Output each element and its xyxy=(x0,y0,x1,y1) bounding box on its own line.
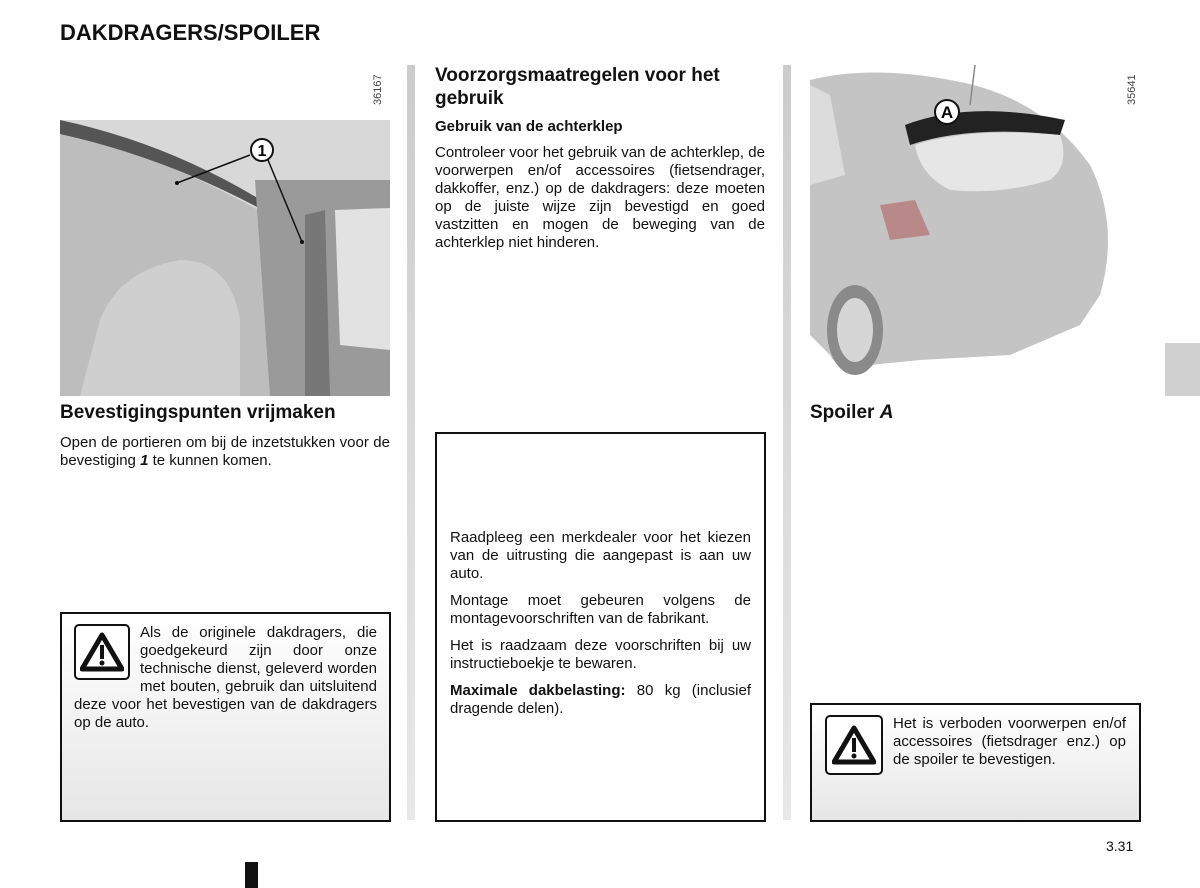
image-code: 35641 xyxy=(1126,74,1138,105)
warning-icon xyxy=(825,715,883,775)
note-text: Montage moet gebeuren volgens de montagevoorschriften van de fabrikant. xyxy=(450,592,751,627)
body-text: Controleer voor het gebruik van de achterklep, de voorwerpen en/of accessoires (fietsendrager, dakkoffer, enz.) op de dakdragers: deze moeten op de juiste wijze zijn bevestigd en goed vastzitten en mogen de beweging van de achterklep niet hinderen. xyxy=(435,144,765,251)
note-box xyxy=(435,432,766,822)
roof-rail-illustration xyxy=(60,120,390,396)
note-text: Raadpleeg een merkdealer voor het kiezen van de uitrusting die aangepast is aan uw auto. xyxy=(450,529,751,582)
image-code: 36167 xyxy=(372,74,384,105)
callout-1: 1 xyxy=(257,143,267,160)
warning-box xyxy=(810,703,1141,822)
warning-text: Het is verboden voorwerpen en/of accessoires (fietsdrager enz.) op de spoiler te bevestigen. xyxy=(893,715,1126,768)
note-text: Het is raadzaam deze voorschriften bij uw instructieboekje te bewaren. xyxy=(450,637,751,672)
warning-box xyxy=(60,612,391,822)
chapter-tab xyxy=(1165,343,1200,396)
page-title: DAKDRAGERS/SPOILER xyxy=(60,20,321,45)
column-divider xyxy=(783,65,791,820)
subheading: Gebruik van de achterklep xyxy=(435,118,623,135)
callout-a: A xyxy=(940,103,954,122)
spoiler-illustration xyxy=(810,65,1110,380)
section-heading: Bevestigingspunten vrijmaken xyxy=(60,402,336,423)
section-heading: Spoiler A xyxy=(810,402,894,423)
column-divider xyxy=(407,65,415,820)
body-text: Open de portieren om bij de inzetstukken voor de bevestiging 1 te kunnen komen. xyxy=(60,434,390,469)
note-text: Maximale dakbelasting: 80 kg (inclusief dragende delen). xyxy=(450,682,751,717)
section-heading: Voorzorgsmaatregelen voor het gebruik xyxy=(435,65,720,109)
crop-mark xyxy=(245,862,258,888)
page-number: 3.31 xyxy=(1106,838,1134,854)
warning-icon xyxy=(74,624,130,680)
warning-text: Als de originele dakdragers, die goedgekeurd zijn door onze technische dienst, geleverd worden met bouten, gebruik dan uitsluitend deze voor het bevestigen van de dakdragers op de auto. xyxy=(74,624,377,731)
